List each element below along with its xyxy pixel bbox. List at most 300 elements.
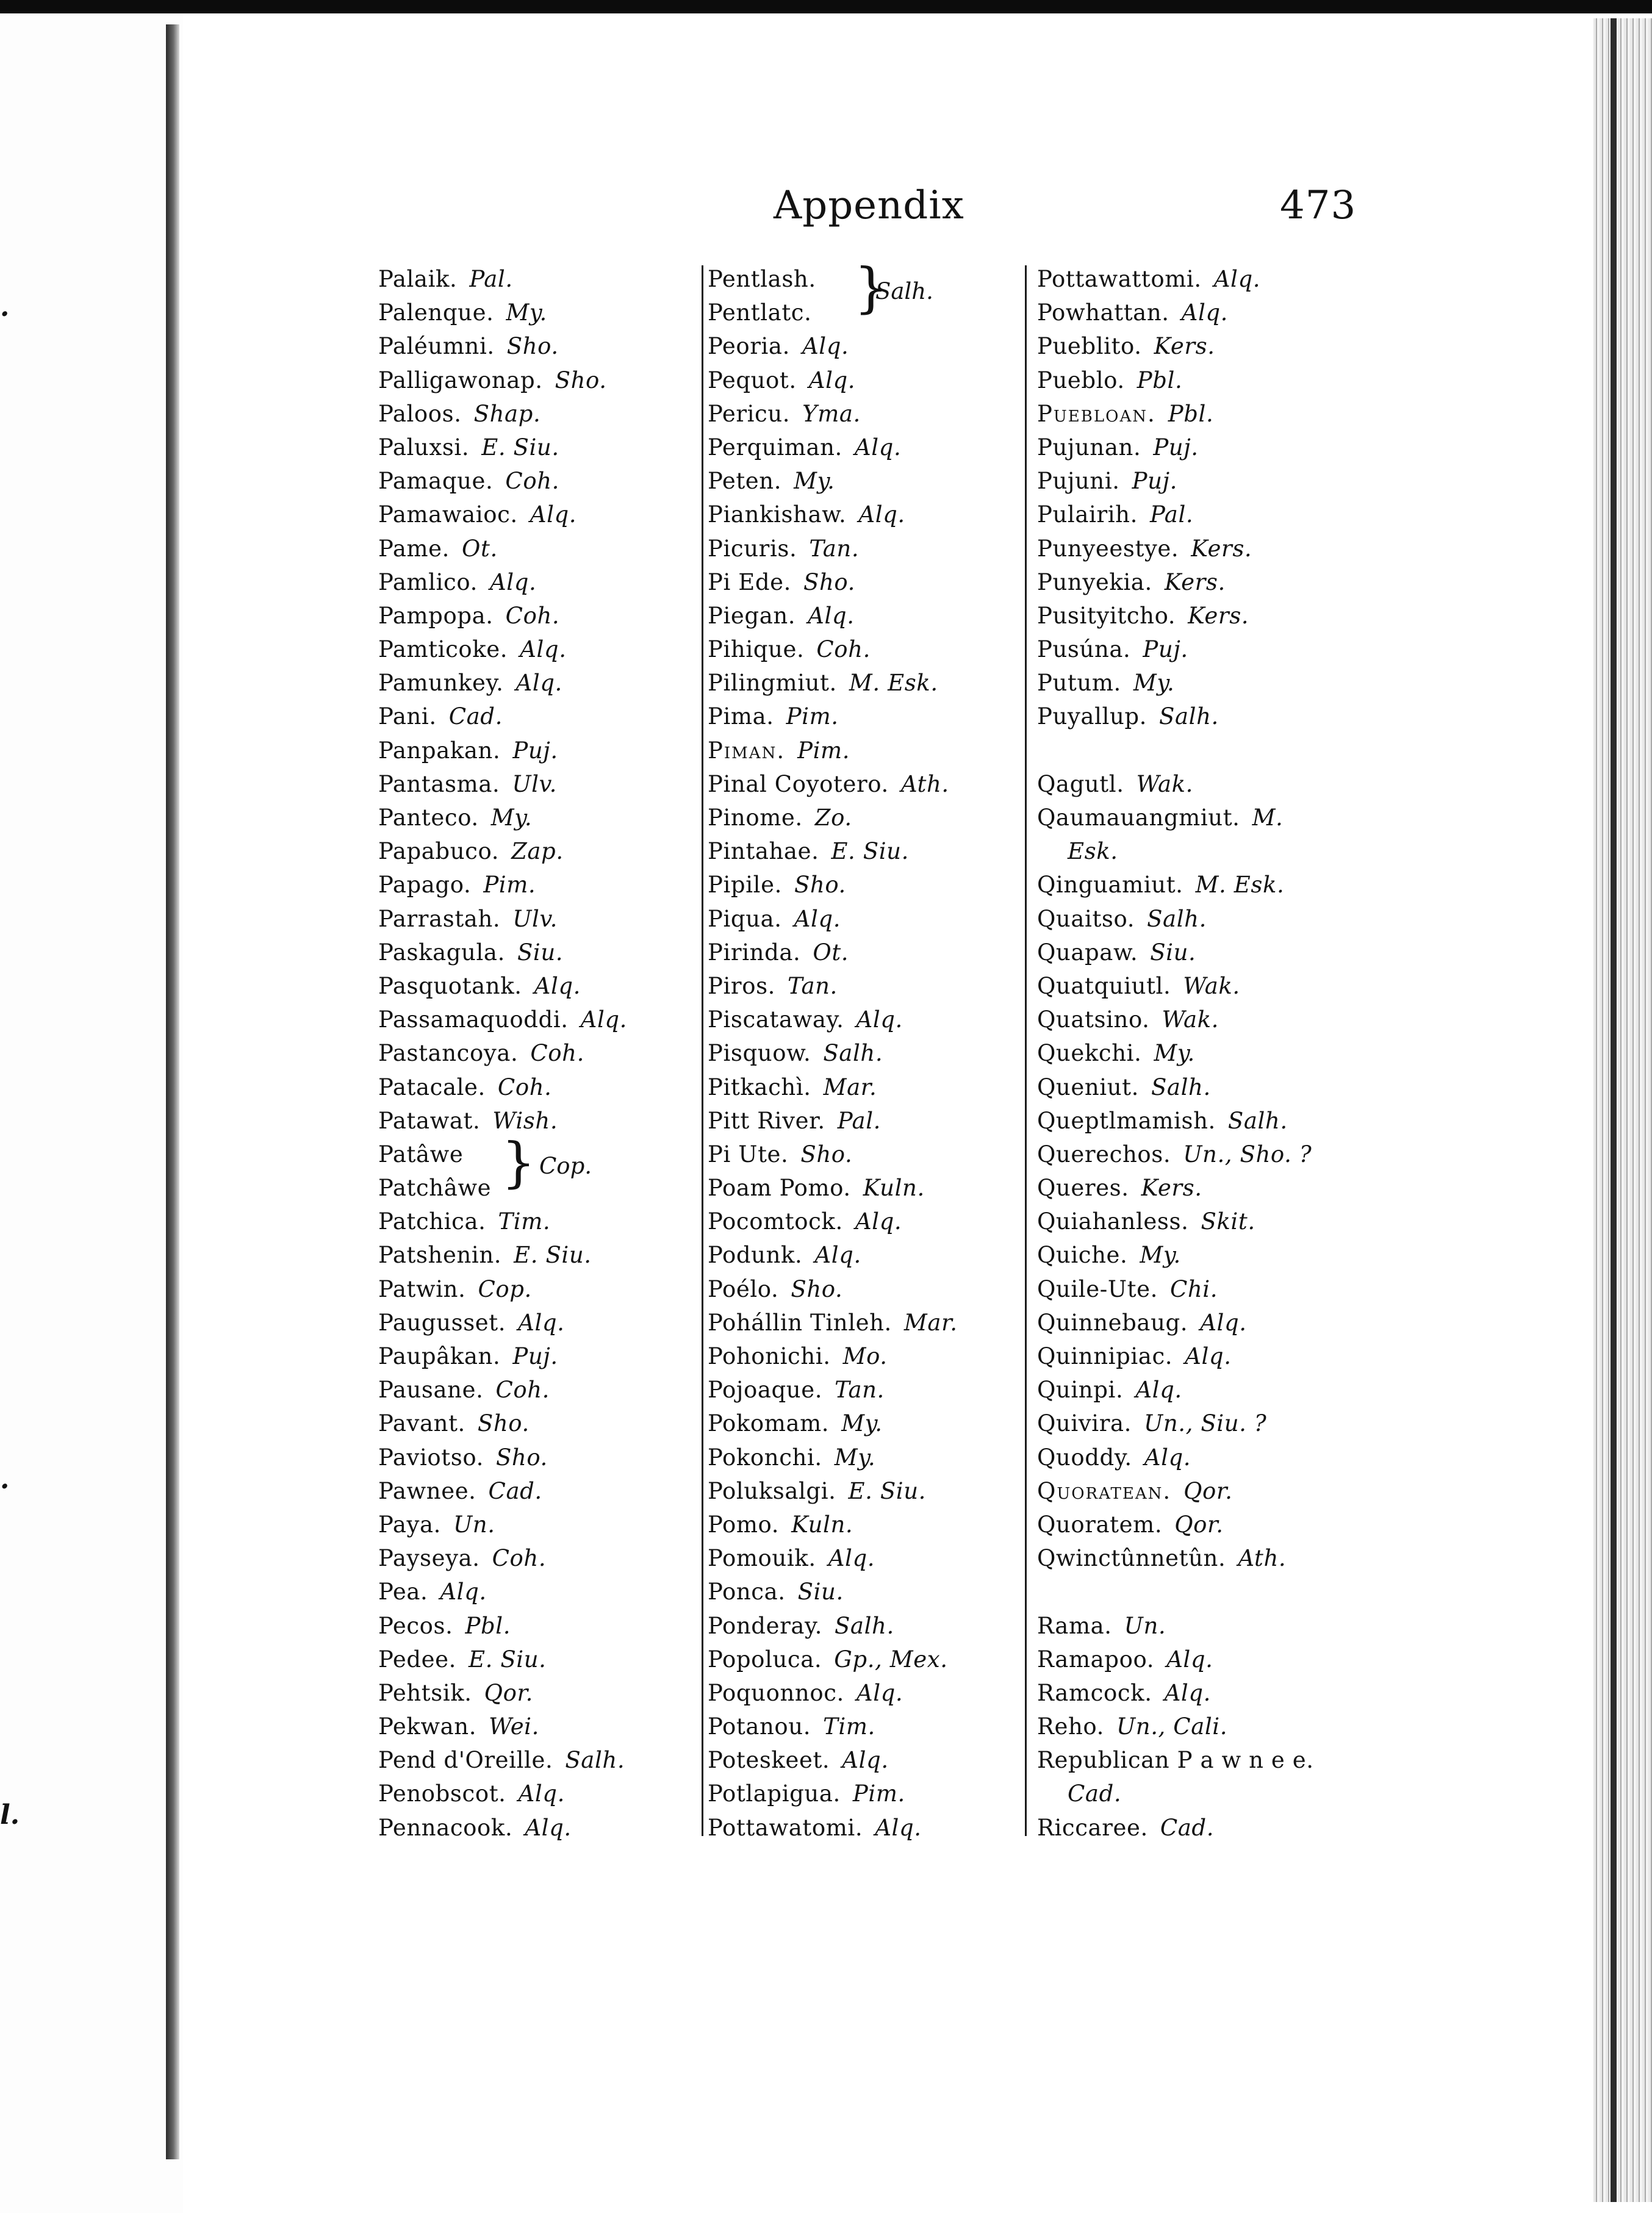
entry-name: Patacale. (378, 1074, 486, 1100)
index-entry (378, 1474, 627, 1508)
entry-name: Perquiman. (708, 434, 842, 461)
entry-name: Pokomam. (708, 1410, 830, 1437)
language-abbreviation: My. (794, 468, 835, 495)
entry-name: Poteskeet. (708, 1747, 830, 1774)
index-entry (1037, 1340, 1314, 1373)
index-entry (378, 1811, 627, 1845)
entry-name: Paya. (378, 1511, 442, 1538)
language-abbreviation: Salh. (1151, 1074, 1211, 1100)
language-abbreviation: Kers. (1164, 568, 1226, 595)
language-abbreviation: Wak. (1136, 770, 1194, 797)
index-entry (708, 565, 958, 599)
language-abbreviation: Pal. (837, 1107, 881, 1134)
language-abbreviation: Sho. (791, 1275, 843, 1302)
group-abbreviation: Cop. (539, 1153, 592, 1179)
entry-name: Pintahae. (708, 838, 819, 865)
index-entry (708, 700, 958, 733)
brace-symbol: } (854, 256, 888, 319)
entry-name: Quoratean. (1037, 1477, 1172, 1504)
entry-name: Pottawatomi. (708, 1814, 863, 1841)
language-abbreviation: Alq. (1144, 1444, 1191, 1471)
index-column-2 (708, 256, 958, 1845)
index-entry (378, 599, 627, 633)
entry-name: Pipile. (708, 872, 782, 898)
entry-name: Pohállin Tinleh. (708, 1309, 892, 1336)
index-entry (378, 1575, 627, 1609)
index-entry (708, 936, 958, 969)
index-entry (1037, 1205, 1314, 1238)
index-entry (378, 1036, 627, 1070)
entry-name: Papabuco. (378, 838, 500, 865)
entry-name: Pasquotank. (378, 972, 522, 999)
index-entry (378, 1508, 627, 1541)
language-abbreviation: Qor. (1183, 1477, 1233, 1504)
facing-page-fragment: . (0, 292, 10, 323)
language-abbreviation: E. Siu. (848, 1477, 927, 1504)
index-entry (1037, 1036, 1314, 1070)
entry-name: Pinome. (708, 805, 803, 831)
index-entry (1037, 1171, 1314, 1205)
entry-name: Poam Pomo. (708, 1175, 851, 1202)
language-abbreviation: Esk. (1068, 838, 1118, 865)
entry-name: Patchica. (378, 1208, 486, 1235)
index-entry (1037, 1003, 1314, 1036)
index-entry (708, 1003, 958, 1036)
language-abbreviation: Wei. (489, 1713, 539, 1740)
language-abbreviation: Tim. (498, 1208, 551, 1235)
language-abbreviation: Mo. (842, 1343, 888, 1369)
entry-name: Qwinctûnnetûn. (1037, 1545, 1226, 1572)
language-abbreviation: Salh. (1227, 1107, 1288, 1134)
index-entry (1037, 329, 1314, 363)
index-entry (708, 1474, 958, 1508)
entry-name: Pequot. (708, 367, 797, 393)
language-abbreviation: Mar. (903, 1309, 958, 1336)
entry-name: Pamticoke. (378, 636, 508, 663)
entry-name: Qaumauangmiut. (1037, 805, 1240, 831)
entry-name: Paluxsi. (378, 434, 470, 461)
entry-name: Pueblito. (1037, 333, 1142, 360)
index-entry (1037, 1272, 1314, 1306)
index-entry (1037, 801, 1314, 834)
index-entry (708, 599, 958, 633)
entry-name: Pea. (378, 1579, 428, 1605)
index-entry (1037, 969, 1314, 1003)
index-entry (1037, 1071, 1314, 1104)
facing-page-fragment: l. (0, 1799, 20, 1831)
language-abbreviation: Puj. (512, 737, 558, 764)
language-abbreviation: Alq. (1213, 266, 1261, 292)
entry-name: Potanou. (708, 1713, 811, 1740)
language-abbreviation: Alq. (814, 1242, 861, 1269)
index-entry (708, 1609, 958, 1643)
language-abbreviation: E. Siu. (481, 434, 559, 461)
entry-name: Pocomtock. (708, 1208, 843, 1235)
language-abbreviation: Salh. (565, 1747, 625, 1774)
language-abbreviation: E. Siu. (514, 1242, 592, 1269)
language-abbreviation: Cad. (1068, 1781, 1122, 1807)
entry-name: Queniut. (1037, 1074, 1139, 1100)
language-abbreviation: Puj. (512, 1343, 558, 1369)
language-abbreviation: Salh. (834, 1612, 894, 1639)
language-abbreviation: Kuln. (791, 1511, 853, 1538)
entry-name: Quiahanless. (1037, 1208, 1189, 1235)
column-rule (702, 265, 703, 1836)
entry-name: Patwin. (378, 1275, 466, 1302)
index-entry (378, 1777, 627, 1810)
language-abbreviation: Alq. (1200, 1309, 1247, 1336)
language-abbreviation: E. Siu. (468, 1646, 547, 1673)
entry-name: Pampopa. (378, 602, 494, 629)
language-abbreviation: Siu. (517, 939, 564, 966)
entry-name: Puyallup. (1037, 703, 1147, 730)
entry-name: Panteco. (378, 805, 479, 831)
entry-name: Paloos. (378, 400, 462, 427)
entry-name: Pekwan. (378, 1713, 477, 1740)
index-entry (378, 1238, 627, 1272)
index-entry (708, 1643, 958, 1676)
language-abbreviation: Cad. (488, 1477, 542, 1504)
entry-name: Powhattan. (1037, 299, 1169, 326)
language-abbreviation: Ath. (1238, 1545, 1287, 1572)
index-entry (1037, 464, 1314, 498)
index-entry (708, 532, 958, 565)
entry-name: Quivira. (1037, 1410, 1132, 1437)
language-abbreviation: Alq. (515, 670, 562, 697)
entry-name: Piscataway. (708, 1006, 844, 1033)
entry-name: Pastancoya. (378, 1040, 519, 1067)
entry-name: Quoddy. (1037, 1444, 1132, 1471)
entry-name: Pamlico. (378, 568, 478, 595)
entry-name: Pentlash. (708, 266, 816, 292)
index-entry (1037, 633, 1314, 666)
entry-name: Pima. (708, 703, 774, 730)
entry-name: Pamawaioc. (378, 501, 518, 528)
index-entry (708, 431, 958, 464)
index-entry (1037, 599, 1314, 633)
index-entry (1037, 868, 1314, 902)
index-entry (378, 1071, 627, 1104)
section-gap (1037, 1575, 1314, 1609)
index-entry (708, 1306, 958, 1340)
entry-name: Parrastah. (378, 905, 501, 932)
language-abbreviation: Ulv. (512, 770, 558, 797)
language-abbreviation: Alq. (828, 1545, 875, 1572)
index-entry (1037, 498, 1314, 531)
index-entry (378, 364, 627, 397)
language-abbreviation: My. (841, 1410, 883, 1437)
entry-name: Pennacook. (378, 1814, 513, 1841)
entry-name: Paskagula. (378, 939, 505, 966)
entry-name: Piankishaw. (708, 501, 847, 528)
brace-symbol: } (501, 1131, 536, 1194)
language-abbreviation: Alq. (440, 1579, 487, 1605)
page-number: 473 (1280, 183, 1357, 228)
language-abbreviation: Alq. (854, 434, 902, 461)
index-entry (378, 1441, 627, 1474)
index-entry (708, 1541, 958, 1575)
index-entry (378, 565, 627, 599)
scan-top-border (0, 0, 1652, 13)
entry-name: Querechos. (1037, 1141, 1171, 1167)
index-entry (378, 633, 627, 666)
language-abbreviation: Tan. (788, 972, 838, 999)
entry-name: Ponderay. (708, 1612, 822, 1639)
section-gap (1037, 734, 1314, 767)
language-abbreviation: Alq. (518, 1781, 565, 1807)
index-entry (708, 1138, 958, 1171)
language-abbreviation: Pim. (786, 703, 839, 730)
language-abbreviation: Qor. (1174, 1511, 1224, 1538)
entry-name: Palaik. (378, 266, 458, 292)
index-entry (708, 969, 958, 1003)
index-entry (378, 498, 627, 531)
index-entry (1037, 700, 1314, 733)
index-entry (708, 1104, 958, 1138)
index-entry (1037, 532, 1314, 565)
entry-name: Pokonchi. (708, 1444, 822, 1471)
language-abbreviation: Alq. (808, 367, 856, 393)
index-entry (708, 1811, 958, 1845)
index-column-1 (378, 262, 627, 1845)
index-entry (1037, 1609, 1314, 1643)
language-abbreviation: Yma. (802, 400, 861, 427)
index-entry (378, 296, 627, 329)
language-abbreviation: Un., Siu. ? (1144, 1410, 1267, 1437)
language-abbreviation: Cop. (478, 1275, 532, 1302)
entry-name: Pihique. (708, 636, 805, 663)
entry-name: Poquonnoc. (708, 1679, 844, 1706)
index-entry (708, 1071, 958, 1104)
language-abbreviation: Sho. (506, 333, 559, 360)
entry-name: Pujunan. (1037, 434, 1141, 461)
entry-name: Punyeestye. (1037, 535, 1179, 562)
language-abbreviation: Alq. (808, 602, 855, 629)
entry-name: Republican P a w n e e. (1037, 1747, 1314, 1774)
entry-name: Picuris. (708, 535, 797, 562)
language-abbreviation: Zap. (511, 838, 564, 865)
language-abbreviation: Un., Cali. (1116, 1713, 1228, 1740)
entry-name: Quatsino. (1037, 1006, 1150, 1033)
entry-name: Poluksalgi. (708, 1477, 836, 1504)
entry-name: Paugusset. (378, 1309, 506, 1336)
entry-name: Pavant. (378, 1410, 465, 1437)
language-abbreviation: My. (834, 1444, 876, 1471)
entry-name: Patchâwe (378, 1175, 492, 1202)
index-entry (1037, 834, 1314, 868)
index-entry (1037, 767, 1314, 801)
language-abbreviation: Alq. (794, 905, 841, 932)
facing-page-fragment: . (0, 1464, 10, 1495)
entry-name: Passamaquoddi. (378, 1006, 569, 1033)
entry-name: Pohonichi. (708, 1343, 831, 1369)
entry-name: Podunk. (708, 1242, 803, 1269)
index-entry (708, 767, 958, 801)
index-entry (708, 1373, 958, 1407)
language-abbreviation: Sho. (477, 1410, 530, 1437)
index-entry (1037, 666, 1314, 700)
language-abbreviation: Tan. (809, 535, 860, 562)
index-entry (708, 801, 958, 834)
entry-name: Pentlatc. (708, 299, 812, 326)
language-abbreviation: Mar. (823, 1074, 877, 1100)
language-abbreviation: Tan. (835, 1377, 885, 1404)
entry-name: Pend d'Oreille. (378, 1747, 553, 1774)
entry-name: Pecos. (378, 1612, 453, 1639)
language-abbreviation: Puj. (1143, 636, 1188, 663)
language-abbreviation: Un. (1124, 1612, 1166, 1639)
entry-name: Pi Ute. (708, 1141, 789, 1167)
entry-name: Quiche. (1037, 1242, 1128, 1269)
entry-name: Pottawattomi. (1037, 266, 1202, 292)
index-entry (708, 397, 958, 431)
entry-name: Pantasma. (378, 770, 500, 797)
entry-name: Pitkachì. (708, 1074, 811, 1100)
language-abbreviation: Ot. (813, 939, 849, 966)
index-entry (1037, 1441, 1314, 1474)
language-abbreviation: Coh. (530, 1040, 584, 1067)
entry-name: Pilingmiut. (708, 670, 837, 697)
language-abbreviation: Alq. (1164, 1679, 1211, 1706)
language-abbreviation: Ath. (900, 770, 949, 797)
language-abbreviation: Pim. (797, 737, 850, 764)
index-entry (378, 969, 627, 1003)
language-abbreviation: Coh. (495, 1377, 550, 1404)
language-abbreviation: Wak. (1162, 1006, 1219, 1033)
index-entry (1037, 1306, 1314, 1340)
entry-name: Poélo. (708, 1275, 779, 1302)
index-entry (708, 1676, 958, 1710)
language-abbreviation: Coh. (492, 1545, 547, 1572)
entry-name: Pujuni. (1037, 468, 1120, 495)
language-abbreviation: Alq. (1185, 1343, 1232, 1369)
index-entry (378, 700, 627, 733)
entry-name: Pamunkey. (378, 670, 504, 697)
index-entry (708, 633, 958, 666)
language-abbreviation: Cad. (1160, 1814, 1215, 1841)
index-entry (1037, 364, 1314, 397)
entry-name: Pamaque. (378, 468, 494, 495)
language-abbreviation: Tim. (823, 1713, 875, 1740)
language-abbreviation: Qor. (484, 1679, 534, 1706)
language-abbreviation: Alq. (520, 636, 567, 663)
index-entry (708, 498, 958, 531)
entry-name: Quatquiutl. (1037, 972, 1171, 999)
index-entry (378, 1609, 627, 1643)
index-entry (708, 1036, 958, 1070)
language-abbreviation: Alq. (1135, 1377, 1182, 1404)
index-entry (1037, 1777, 1314, 1810)
entry-name: Reho. (1037, 1713, 1104, 1740)
entry-name: Pulairih. (1037, 501, 1138, 528)
entry-name: Piegan. (708, 602, 796, 629)
language-abbreviation: My. (1133, 670, 1175, 697)
entry-name: Pomouik. (708, 1545, 816, 1572)
entry-name: Riccaree. (1037, 1814, 1148, 1841)
index-entry (378, 262, 627, 296)
entry-name: Pericu. (708, 400, 791, 427)
language-abbreviation: M. (1252, 805, 1284, 831)
index-entry (378, 1407, 627, 1440)
facing-page-edge (0, 13, 183, 2213)
language-abbreviation: Siu. (1150, 939, 1196, 966)
entry-name: Paléumni. (378, 333, 495, 360)
entry-name: Punyekia. (1037, 568, 1152, 595)
index-entry (378, 801, 627, 834)
language-abbreviation: Salh. (823, 1040, 883, 1067)
language-abbreviation: Pim. (852, 1781, 905, 1807)
entry-name: Pame. (378, 535, 450, 562)
language-abbreviation: Alq. (856, 1679, 903, 1706)
language-abbreviation: Alq. (1181, 299, 1229, 326)
language-abbreviation: Sho. (555, 367, 607, 393)
entry-name: Quinnebaug. (1037, 1309, 1188, 1336)
index-entry (378, 532, 627, 565)
index-entry (708, 1441, 958, 1474)
entry-name: Papago. (378, 872, 472, 898)
language-abbreviation: Alq. (856, 1006, 903, 1033)
entry-name: Pueblo. (1037, 367, 1125, 393)
entry-name: Ramcock. (1037, 1679, 1152, 1706)
index-entry (708, 364, 958, 397)
language-abbreviation: Pbl. (465, 1612, 511, 1639)
entry-name: Panpakan. (378, 737, 501, 764)
book-gutter (166, 24, 179, 2159)
index-entry (1037, 936, 1314, 969)
language-abbreviation: My. (1154, 1040, 1195, 1067)
language-abbreviation: Siu. (797, 1579, 844, 1605)
entry-name: Putum. (1037, 670, 1121, 697)
language-abbreviation: Ulv. (512, 905, 558, 932)
language-abbreviation: Salh. (1159, 703, 1219, 730)
index-entry (378, 1373, 627, 1407)
index-entry (378, 834, 627, 868)
entry-name: Pawnee. (378, 1477, 476, 1504)
index-entry (1037, 1676, 1314, 1710)
entry-name: Pitt River. (708, 1107, 825, 1134)
index-entry (378, 1643, 627, 1676)
entry-name: Palenque. (378, 299, 494, 326)
entry-name: Piqua. (708, 905, 782, 932)
group-abbreviation: Salh. (875, 278, 933, 304)
index-entry (378, 666, 627, 700)
language-abbreviation: Pbl. (1168, 400, 1214, 427)
index-entry (708, 1238, 958, 1272)
entry-name: Quaitso. (1037, 905, 1135, 932)
index-entry (378, 1743, 627, 1777)
entry-name: Quapaw. (1037, 939, 1138, 966)
index-entry (708, 1407, 958, 1440)
entry-name: Pi Ede. (708, 568, 792, 595)
index-entry (378, 868, 627, 902)
index-entry (708, 1340, 958, 1373)
language-abbreviation: Kuln. (863, 1175, 925, 1202)
index-entry (708, 1171, 958, 1205)
index-entry (708, 329, 958, 363)
language-abbreviation: Alq. (518, 1309, 565, 1336)
index-entry (1037, 262, 1314, 296)
language-abbreviation: Sho. (495, 1444, 548, 1471)
language-abbreviation: Coh. (505, 468, 559, 495)
entry-name: Quoratem. (1037, 1511, 1163, 1538)
language-abbreviation: Alq. (842, 1747, 889, 1774)
entry-name: Puebloan. (1037, 400, 1156, 427)
index-entry (378, 1340, 627, 1373)
entry-name: Payseya. (378, 1545, 480, 1572)
entry-name: Ponca. (708, 1579, 786, 1605)
entry-name: Patâwe (378, 1141, 464, 1167)
language-abbreviation: Alq. (489, 568, 537, 595)
